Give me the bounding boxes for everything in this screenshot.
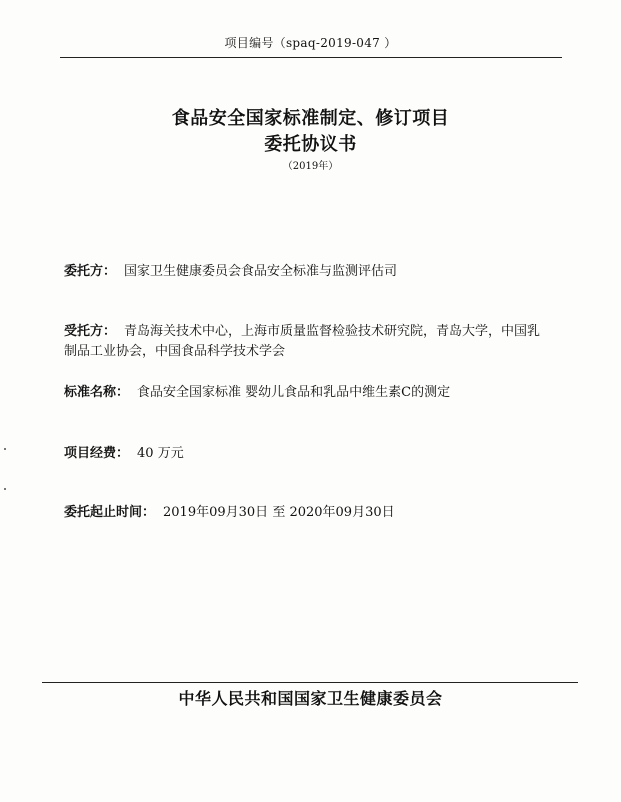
document-subtitle: 委托协议书: [264, 134, 357, 155]
contractor-field: [64, 322, 544, 362]
contractor-value: 青岛海关技术中心，上海市质量监督检验技术研究院，青岛大学，中国乳制品工业协会，中国食品科学技术学会: [64, 324, 541, 359]
document-title: 食品安全国家标准制定、修订项目: [171, 108, 450, 129]
standard-name-field: [64, 383, 544, 403]
standard-name-label: 标准名称：: [64, 385, 130, 400]
budget-label: 项目经费：: [64, 446, 130, 461]
document-year: （2019年）: [282, 161, 339, 172]
client-field: [64, 262, 544, 282]
period-field: [64, 503, 544, 523]
standard-name-value: 食品安全国家标准 婴幼儿食品和乳品中维生素C的测定: [137, 385, 451, 400]
period-label: 委托起止时间：: [64, 505, 156, 520]
client-value: 国家卫生健康委员会食品安全标准与监测评估司: [124, 264, 398, 279]
footer-divider: [42, 682, 578, 683]
project-number: 项目编号（spaq-2019-047 ）: [224, 36, 397, 50]
scan-artifact: [4, 488, 6, 490]
budget-field: [64, 444, 544, 464]
scan-artifact: [4, 448, 6, 450]
header-divider: [60, 57, 562, 58]
period-value: 2019年09月30日 至 2020年09月30日: [163, 505, 395, 520]
budget-value: 40 万元: [137, 446, 184, 461]
client-label: 委托方：: [64, 264, 117, 279]
issuer-name: 中华人民共和国国家卫生健康委员会: [178, 689, 443, 708]
contractor-label: 受托方：: [64, 324, 117, 339]
